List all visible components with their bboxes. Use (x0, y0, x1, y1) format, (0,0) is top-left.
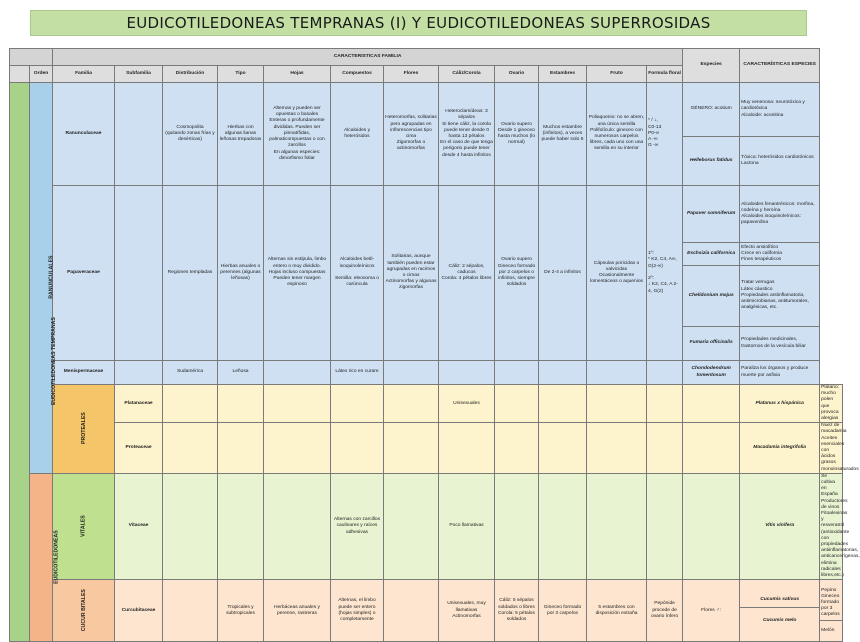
empty-cell (539, 361, 587, 385)
empty-cell (218, 385, 264, 423)
header-tipo: Tipo (218, 66, 264, 83)
especie-helleborus: Helleborus fatidus (683, 137, 740, 186)
estambres-cucurbitaceae: 5 estambres con disposición extraña (587, 580, 647, 642)
car-macadamia: Nuez de macadamia Aceites esenciales con ácidos grasos monoinsaturados (821, 423, 859, 472)
car-chelidonium: Tratar verrugas Látex cáustico Propiedades antiinflamatoria, antimicrobianas, antitumorales, analgésicas, etc. (740, 266, 820, 327)
formula-ranunculaceae: * / ↓, C0-13 P0-∞ A -∞ G -∞ (647, 83, 683, 186)
empty-cell (539, 385, 587, 423)
familia-cucurbitaceae: Curcubitaceae (115, 580, 163, 642)
header-compuestos: Compuestos (331, 66, 384, 83)
group-label-superrosidas: EUDICOTILEDONEAS (30, 473, 53, 641)
hojas-menispermaceae (264, 361, 331, 385)
flores-ranunculaceae: Heteromorfas, solitarias pero agrupadas en inflorescencias tipo cima Zigomorfas o actinomorfas (384, 83, 439, 186)
familia-ranunculaceae: Ranunculaceae (53, 83, 115, 186)
car-chondodendrum: Paraliza los órganos y produce muerte por asfixia (740, 361, 820, 385)
formula-cucurbitaceae: Flores ♂: (683, 580, 740, 642)
distribucion-papaveraceae: Regiones templadas (163, 186, 218, 361)
car-acotium: Muy venenosa: neurotóxica y cardiotóxica Alcaloide: aconitina (740, 83, 820, 137)
ovario-ranunculaceae: Ovario supero Desde 1 gineceo hasta muchos (lo normal) (495, 83, 539, 186)
car-helleborus: Tóxica: heterósidos cardiotónicos Lactona (740, 137, 820, 186)
especie-chelidonium: Chelidonium majus (683, 266, 740, 327)
order-label-ranunculales: RANUNCULALES (30, 83, 53, 474)
empty-cell (331, 423, 384, 474)
ovario-papaveraceae: Ovario supero Gineceo formado por 2 carpelos o infinitos, siempre soldados (495, 186, 539, 361)
empty-cell (647, 473, 683, 579)
order-label-vitales: VITALES (53, 473, 115, 579)
empty-cell (587, 473, 647, 579)
distribucion-ranunculaceae: Cosmopolita (quitando zonas frías y desérticas) (163, 83, 218, 186)
hojas-cucurbitaceae: Alternas, el limbo puede ser entero (hojas simples) o completamente (331, 580, 384, 642)
familia-papaveraceae: Papaveraceae (53, 186, 115, 361)
hojas-papaveraceae: Alternas sin estípula, limbo entero o muy dividido. Hojas incluso compuestas Pueden tener margen espinoso (264, 186, 331, 361)
header-orden: Orden (30, 66, 53, 83)
car-fumaria: Propiedades medicinales, trastornos de la vesícula biliar (740, 327, 820, 361)
car-eschsizia: Efecto ansiolítico Crece en california Fines terapéuticos (740, 243, 820, 266)
empty-cell (264, 385, 331, 423)
header-hojas: Hojas (264, 66, 331, 83)
familia-vitaceae: Vitaceae (115, 473, 163, 579)
flores-cucurbitaceae: Unisexuales, muy llamativas Actinomorfas (439, 580, 495, 642)
empty-cell (218, 473, 264, 579)
empty-cell (384, 385, 439, 423)
header-estambres: Estambres (539, 66, 587, 83)
empty-cell (587, 361, 647, 385)
compuestos-ranunculaceae: Alcaloides y heterósidos (331, 83, 384, 186)
header-caliz-corola: Cáliz/Corola (439, 66, 495, 83)
empty-cell (163, 423, 218, 474)
header-distribucion: Distribución (163, 66, 218, 83)
empty-cell (495, 473, 539, 579)
empty-cell (218, 423, 264, 474)
car-papaver: Alcaloides fenantrénicos: morfina, codeína y heroína Alcaloides isoquinoleínicos: papaverdina (740, 186, 820, 243)
familia-proteaceae: Proteaceae (115, 423, 163, 474)
header-caracteristicas-familia: CARACTERISTICAS FAMILIA (53, 49, 683, 66)
subfamilia-menispermaceae (115, 361, 163, 385)
classification-table (9, 48, 860, 642)
header-formula-floral: Formula floral (647, 66, 683, 83)
empty-cell (539, 423, 587, 474)
car-vitis: Se cultiva en España Productores de vinos Fitoalexinas y resveratrol (antioxidante con propiedades antiinflamatorias, anticancerígenas, elimina radicales libres,etc.) (821, 473, 860, 579)
header-especies: Especies (683, 49, 740, 83)
hojas-vitaceae: Alternas con zarcillos caulinares y raíces adhesivas (331, 473, 384, 579)
especie-fumaria: Fumaria officinalis (683, 327, 740, 361)
subfamilia-papaveraceae (115, 186, 163, 361)
flores-papaveraceae: Solitarias, aunque también pueden estar agrupadas en racimos o cimas Actinomorfas y algunas zigomorfas (384, 186, 439, 361)
especie-macadamia: Macadamia integrifolia (740, 423, 820, 474)
empty-cell (163, 580, 218, 642)
hojas-ranunculaceae: Alternas y pueden ser opuestas o basales Enteras o profundamente divididas. Pueden ser pinnatífidas, palmaticompuestas o con zarcillos En algunas especies: dimorfismo foliar (264, 83, 331, 186)
fruto-cucurbitaceae: Pepónide procede de ovario ínfero (647, 580, 683, 642)
car-cucurbitaceae (820, 580, 843, 642)
empty-cell (495, 361, 539, 385)
header-subfamilia: Subfamilia (115, 66, 163, 83)
empty-cell (439, 361, 495, 385)
especie-chondodendrum: Chondodendrum tomentosum (683, 361, 740, 385)
empty-cell (384, 473, 439, 579)
caliz-papaveraceae: Cáliz: 2 sépalos, caducos Corola: 4 pétalos libres (439, 186, 495, 361)
car-cucumis-sativus: Pepino Gineceo formado por 3 carpelos (820, 587, 842, 621)
empty-cell (331, 385, 384, 423)
page-title: EUDICOTILEDONEAS TEMPRANAS (I) Y EUDICOTILEDONEAS SUPERROSIDAS (30, 10, 807, 36)
especies-cucurbitaceae (740, 580, 820, 642)
empty-cell (647, 423, 683, 474)
ovario-cucurbitaceae: Gineceo formado por 3 carpelos (539, 580, 587, 642)
compuestos-menispermaceae: Látex rico en curare (331, 361, 384, 385)
especie-platanus: Platanus x hispánica (740, 385, 820, 423)
estambres-papaveraceae: De 2-4 a infinitos (539, 186, 587, 361)
empty-cell (647, 361, 683, 385)
empty-cell (539, 473, 587, 579)
especie-papaver: Papaver somniferum (683, 186, 740, 243)
distribucion-cucurbitaceae: Tropicales y subtropicales (218, 580, 264, 642)
empty-cell (495, 423, 539, 474)
empty-cell (264, 473, 331, 579)
especie-cucumis-sativus: Cucumis sativus (740, 593, 819, 608)
empty-cell (384, 580, 439, 642)
familia-platanaceae: Platanaceae (115, 385, 163, 423)
car-platanus: Plátano: mucho polen que provoca alergias (820, 385, 843, 423)
tipo-ranunculaceae: Hierbas con algunas lianas leñosas trepadoras (218, 83, 264, 186)
header-corner (10, 49, 53, 66)
empty-cell (683, 423, 740, 474)
especie-cucumis-melo: Cucumis melo (762, 618, 797, 624)
order-label-proteales: PROTEALES (53, 385, 115, 474)
tipo-cucurbitaceae: Herbáceas anuales y perenne, rastreras (264, 580, 331, 642)
flores-platanaceae: Unisexuales (439, 385, 495, 423)
empty-cell (587, 423, 647, 474)
especie-eschsizia: Eschsizia californica (683, 243, 740, 266)
empty-cell (683, 473, 740, 579)
estambres-ranunculaceae: Muchos estambre (infinitos), a veces puede haber solo 5 (539, 83, 587, 186)
header-familia: Familia (53, 66, 115, 83)
familia-menispermaceae: Menispermaceae (53, 361, 115, 385)
caliz-cucurbitaceae: Cáliz: 5 sépalos soldados o libres Corola: 5 pétalos soldados (495, 580, 539, 642)
car-cucumis-melo: Melón (821, 627, 835, 633)
formula-papaveraceae: 1º: * K2, C4, A∞, G(2-∞) 2º: ↓ K2, C4, A 2-4, G(2) (647, 186, 683, 361)
especie-acotium: GÉNERO: acotium (683, 83, 740, 137)
subfamilia-ranunculaceae (115, 83, 163, 186)
empty-cell (439, 423, 495, 474)
header-flores: Flores (384, 66, 439, 83)
empty-cell (264, 423, 331, 474)
header-group (10, 66, 30, 83)
header-fruto: Fruto (587, 66, 647, 83)
empty-cell (647, 385, 683, 423)
empty-cell (384, 423, 439, 474)
empty-cell (384, 361, 439, 385)
tipo-papaveraceae: Hierbas anuales o perennes (algunas leñosas) (218, 186, 264, 361)
fruto-ranunculaceae: Poliaquenio: no se abren, una única semilla Polifolículo: gineceo con numerosos carpelos libres, cada uno con una semilla en su interior (587, 83, 647, 186)
especie-vitis: Vitis vinifera (740, 473, 820, 579)
empty-cell (495, 385, 539, 423)
flores-vitaceae: Poco llamativas (439, 473, 495, 579)
fruto-papaveraceae: Cápsulas poricidas o valvicidas Ocasionalmente lomentáceos o aquenios (587, 186, 647, 361)
tipo-menispermaceae: Leñosa (218, 361, 264, 385)
empty-cell (163, 473, 218, 579)
group-label-tempranas: EUDICOTILEDONEAS TEMPRANAS (10, 83, 30, 642)
distribucion-menispermaceae: Sudamérica (163, 361, 218, 385)
empty-cell (683, 385, 740, 423)
order-label-cucurbitales: CUCUR BITALES (53, 580, 115, 642)
compuestos-papaveraceae: Alcaloides betil-isoquinoleínicos Semilla: eleosoma o carúncula (331, 186, 384, 361)
empty-cell (163, 385, 218, 423)
caliz-ranunculaceae: Heteroclamídeas: 3 sépalos Si tiene cáliz, la corola puede tener desde 0 hasta 13 pétalos En el caso de que tenga perigorio puede tener desde 4 hasta infinitos (439, 83, 495, 186)
empty-cell (587, 385, 647, 423)
header-ovario: Ovario (495, 66, 539, 83)
header-caracteristicas-especies: CARACTERÍSTICAS ESPECIES (740, 49, 820, 83)
